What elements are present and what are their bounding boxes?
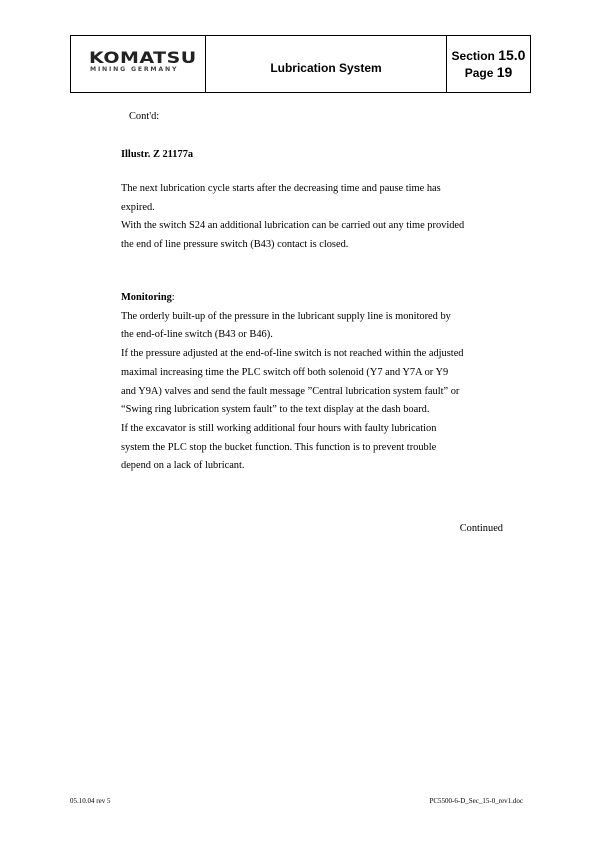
- text-line: the end of line pressure switch (B43) contact is closed.: [121, 239, 349, 251]
- footer-filename: PC5500-6-D_Sec_15-0_rev1.doc: [429, 797, 523, 805]
- text-line: maximal increasing time the PLC switch off both solenoid (Y7 and Y7A or Y9: [121, 366, 449, 378]
- text-line: the end-of-line switch (B43 or B46).: [121, 329, 273, 341]
- text-line: With the switch S24 an additional lubrication can be carried out any time provided: [121, 220, 465, 232]
- contd-label: Cont'd:: [129, 111, 160, 122]
- logo-subtitle: MINING GERMANY: [90, 66, 179, 73]
- page-number: Page 19: [464, 64, 513, 80]
- paragraph-monitoring: [121, 289, 511, 476]
- document-title: Lubrication System: [270, 61, 382, 75]
- text-line: expired.: [121, 201, 155, 213]
- logo-cell: [71, 36, 206, 93]
- title-cell: [206, 36, 447, 93]
- text-line: If the pressure adjusted at the end-of-line switch is not reached within the adjusted: [121, 348, 464, 360]
- monitoring-heading-line: [121, 289, 511, 308]
- page-header: [70, 35, 531, 93]
- text-line: If the excavator is still working additional four hours with faulty lubrication: [121, 422, 437, 434]
- text-line: and Y9A) valves and send the fault message ”Central lubrication system fault” or: [121, 385, 460, 397]
- text-line: system the PLC stop the bucket function. This function is to prevent trouble: [121, 441, 437, 453]
- komatsu-logo: [71, 36, 205, 92]
- paragraph-lubrication-cycle: [121, 180, 511, 255]
- section-cell: [447, 36, 531, 93]
- text-line: The next lubrication cycle starts after the decreasing time and pause time has: [121, 183, 441, 194]
- illustration-reference: Illustr. Z 21177a: [121, 149, 194, 160]
- text-line: The orderly built-up of the pressure in the lubricant supply line is monitored by: [121, 310, 451, 322]
- monitoring-colon: :: [171, 292, 175, 303]
- section-number: Section 15.0: [451, 47, 526, 63]
- monitoring-heading: Monitoring: [121, 292, 172, 303]
- text-line: depend on a lack of lubricant.: [121, 460, 245, 472]
- footer-revision: 05.10.04 rev 5: [70, 797, 111, 805]
- logo-wordmark: KOMATSU: [89, 49, 197, 68]
- continued-label: Continued: [459, 523, 503, 534]
- text-line: “Swing ring lubrication system fault” to the text display at the dash board.: [121, 404, 430, 416]
